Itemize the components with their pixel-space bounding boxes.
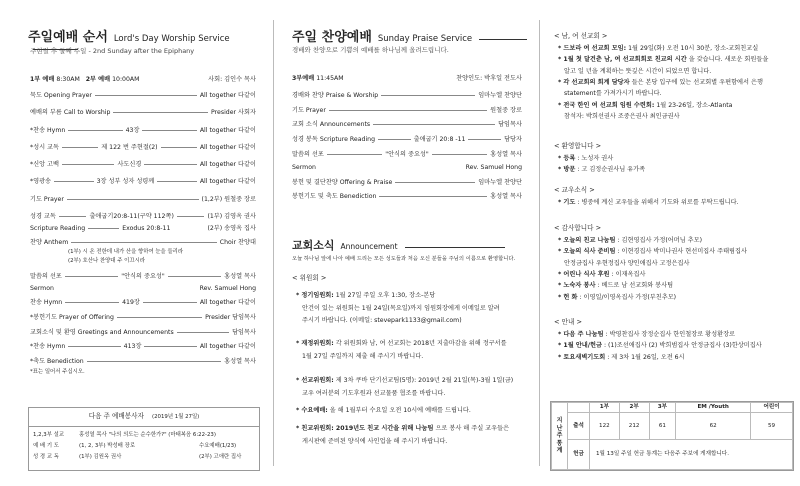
news-line-text: : (1)조선애집사 (2) 박희범집사 안정금집사 (3)한상미집사 (603, 342, 762, 350)
item-leader (113, 109, 208, 113)
next-week-label: 1,2,3부 설교 (33, 431, 65, 438)
item-leader (117, 314, 202, 318)
item-leader (468, 136, 501, 140)
worship-order-item (30, 358, 256, 366)
praise-order-item (292, 151, 522, 159)
item-detail: 3장 성부 성자 성령께 (96, 178, 155, 185)
news-line-heading: * 다음 주 나눔팀 (558, 331, 604, 338)
announcement-item (296, 423, 509, 448)
news-line-heading: * 어린나 식사 후원 (558, 270, 610, 278)
item-leader-name: Choir 찬양대 (219, 239, 256, 246)
item-leader (71, 239, 217, 243)
worship-order-item (30, 314, 256, 322)
item-leader (62, 161, 114, 165)
item-leader (432, 151, 487, 155)
item-leader-name: Rev. Samuel Hong (465, 164, 522, 171)
worship-order-item (30, 225, 256, 233)
news-line (558, 90, 662, 98)
announcement-heading: * 재정위원회: (296, 340, 334, 347)
news-line-heading: * 드보라 여 선교회 모임: (558, 45, 627, 52)
item-leader-name: Rev. Samuel Hong (199, 285, 256, 292)
announcement-first-line (296, 405, 471, 418)
stats-header-cell: EM /Youth (676, 403, 751, 413)
news-line-text: : 노성자 권사 (577, 155, 614, 162)
item-leader-name: (1,2부) 원철중 장로 (201, 196, 256, 203)
news-line-heading: * 방문 (558, 166, 576, 174)
next-week-servers-box: 다음 주 예배봉사자 (2019년 1월 27일) 1,2,3부 설교 홍성열 목사 "나의 의도는 순수한가?" (마태복음 6:22-23) 예 배 기 도 (1, 2, 3부) 박성배 장로 수요예배(1/23) 성 경 교 독 (1부) 김원옥 권사 (2부) 고애란 집사 (28, 407, 260, 471)
announcement-item (296, 405, 471, 418)
item-leader-name: 홍성열 목사 (490, 151, 522, 158)
announcement-item (296, 338, 507, 363)
item-leader-name: 임마누엘 찬양단 (478, 92, 522, 99)
item-label: Sermon (292, 164, 316, 171)
announcement-line: 1월 27일 주일까지 제출 해 주시기 바랍니다. (302, 352, 424, 360)
item-leader-name: 임마누엘 찬양단 (478, 179, 522, 186)
announcement-text: 각 위원회와 남, 여 선교회는 2018년 지출마감을 위해 정구서를 (335, 340, 507, 347)
offering-text: 1월 13일 주일 헌금 통계는 다음주 주보에 게재합니다. (590, 440, 793, 470)
news-line-heading: * 등록 (558, 155, 576, 162)
announcement-line: 게시판에 준비된 양식에 사인업을 해 주시기 바랍니다. (302, 437, 448, 445)
news-line-text: : 병중에 계신 교우들을 위해서 기도와 위로를 부탁드립니다. (577, 199, 739, 206)
next-week-value: 홍성열 목사 "나의 의도는 순수한가?" (마태복음 6:22-23) (79, 431, 216, 438)
worship-order-item (30, 92, 256, 100)
item-detail: 43장 (125, 127, 140, 134)
item-label: Scripture Reading (30, 225, 86, 232)
stats-header-cell (568, 403, 590, 413)
item-label: (2부) 호산나 찬양대 주 이끄시라 (68, 258, 145, 264)
worship-order-item (30, 178, 256, 186)
news-line (558, 354, 685, 362)
news-line-heading: * 각 선교회의 회계 담당자 (558, 78, 630, 86)
worship-order-item (30, 144, 256, 152)
item-label: *봉헌기도 Prayer of Offering (30, 314, 114, 321)
item-label: 찬양 Anthem (30, 239, 69, 246)
worship-order-item (30, 299, 256, 307)
praise-order-item (292, 107, 522, 115)
news-column (538, 0, 800, 486)
item-label: 말씀의 선포 (30, 273, 62, 280)
item-detail: 출애굽기 20:8 -11 (413, 136, 466, 143)
item-leader (168, 273, 221, 277)
announcement-first-line (296, 338, 507, 351)
news-line-heading: * 전국 한인 여 선교회 임원 수련회: (558, 101, 655, 109)
item-label: 기도 Prayer (30, 196, 64, 203)
announcement-line: 교우 여러분의 기도후원과 선교물품 협조를 바랍니다. (302, 389, 446, 397)
news-line-text: 안정금집사 우현정집사 양인애집사 고정은집사 (564, 259, 690, 267)
item-leader (319, 164, 463, 168)
worship-order-item (30, 273, 256, 281)
stats-side-label (552, 403, 568, 470)
item-leader-name: All together 다같이 (199, 127, 257, 134)
attendance-value: 212 (619, 413, 649, 440)
worship-subtitle: 주현절 후 둘째 주일 - 2nd Sunday after the Epiphany (30, 47, 195, 55)
praise-order-item (292, 121, 522, 129)
item-leader (144, 343, 196, 347)
item-leader (157, 178, 197, 182)
item-label: *찬송 Hymn (30, 127, 66, 134)
news-line (558, 102, 732, 110)
news-line-heading: * 토요새벽기도회 (558, 353, 606, 361)
item-leader-name: All together 다같이 (199, 299, 257, 306)
next-week-row (33, 441, 255, 452)
item-leader (68, 127, 122, 131)
item-label: *축도 Benediction (30, 358, 84, 365)
item-leader-name: 담임목사 (498, 121, 522, 128)
item-detail: 출애굽기20:8-11(구약 112쪽) (89, 213, 174, 220)
news-line (558, 271, 645, 279)
item-label: 찬송 Hymn (30, 299, 63, 306)
announcement-intro: 오늘 하나님 앞에 나아 예배 드리는 모든 성도들과 처음 오신 분들을 주님의 이름으로 환영합니다. (292, 256, 516, 262)
announcement-heading: * 친교위원회: 2019년도 친교 시간을 위해 나눔팀 (296, 425, 434, 432)
item-label: 묵도 Opening Prayer (30, 92, 92, 99)
item-detail: 사도신경 (117, 161, 142, 168)
item-leader (87, 358, 221, 362)
news-line-heading: * 1월 안내/헌금 (558, 342, 602, 350)
worship-order-item (30, 329, 256, 337)
item-detail: "안식의 중요성" (121, 273, 165, 280)
item-leader (143, 299, 197, 303)
item-leader-name: All together 다같이 (199, 178, 256, 185)
worship-order-item (30, 127, 256, 135)
news-line-text: 1월 29일(화) 오전 10시 30분, 장소-교회친교실 (628, 45, 759, 52)
news-line (558, 260, 689, 268)
news-line-text: : 제 3차 1월 26일, 오전 6시 (607, 353, 685, 361)
announcement-first-line (296, 423, 509, 436)
next-week-extra: 수요예배(1/23) (199, 442, 237, 449)
worship-order-item (30, 161, 256, 169)
weekly-stats-table (551, 402, 793, 470)
news-line-text: 참석자: 박희선권사 조중은권사 최인금권사 (564, 112, 680, 120)
next-week-header: 다음 주 예배봉사자 (88, 412, 144, 420)
worship-order-item (68, 258, 256, 266)
weekly-stats-box (550, 401, 794, 471)
news-line (558, 79, 763, 87)
standing-footnote: *표는 일어서 주십시오. (30, 369, 85, 375)
announcement-item (296, 375, 513, 400)
next-week-value: (1부) 김원옥 권사 (79, 453, 122, 460)
announcement-text: 1월 27일 주일 오후 1:30, 장소-본당 (335, 292, 436, 299)
praise-order-item (292, 179, 522, 187)
item-leader-name: All together 다같이 (199, 161, 256, 168)
news-section-header: < 감사합니다 > (554, 224, 602, 232)
item-leader (88, 225, 119, 229)
item-leader-name: All together 다같이 (199, 343, 257, 350)
news-line-heading: * 헌 화 (558, 293, 578, 301)
stats-side-char: 계 (556, 447, 563, 455)
news-line-heading: * 노숙자 봉사 (558, 282, 596, 290)
item-label: Sermon (30, 285, 54, 292)
next-week-row (33, 452, 255, 463)
item-leader (68, 343, 120, 347)
item-leader-name: 담당자 (504, 136, 523, 143)
news-line (558, 342, 762, 350)
news-line (558, 166, 645, 174)
stats-header-cell: 3부 (649, 403, 676, 413)
news-line (558, 331, 735, 339)
item-label: *신앙 고백 (30, 161, 59, 168)
item-leader (395, 179, 475, 183)
item-leader-name: 원철중 장로 (490, 107, 522, 114)
item-label: 교회소식 및 환영 Greetings and Announcements (30, 329, 174, 336)
news-line-text: : 고 김정순권사님 유가족 (577, 166, 646, 174)
news-line-text: : 이현경집사 박미나권사 현선미집사 주태림집사 (617, 248, 747, 256)
attendance-value: 59 (751, 413, 793, 440)
praise-title: 주일 찬양예배 Sunday Praise Service (292, 30, 527, 46)
stats-side-char: 주 (556, 432, 563, 440)
stats-header-cell: 어린이 (751, 403, 793, 413)
announcement-heading: * 선교위원회: (296, 377, 334, 384)
item-leader (173, 225, 204, 229)
worship-order-item (30, 196, 256, 204)
announcement-title: 교회소식 Announcement (292, 239, 505, 253)
news-line-text: 들은 본당 입구에 있는 선교회별 우편함에서 은행 (631, 78, 763, 86)
item-label: 교회 소식 Announcements (292, 121, 371, 128)
item-detail: "안식의 중요성" (385, 151, 429, 158)
news-line-heading: * 기도 (558, 199, 576, 206)
item-detail: Exodus 20:8-11 (122, 225, 171, 232)
item-leader-name: (2부) 송영옥 집사 (207, 225, 257, 232)
news-section-header: < 환영합니다 > (554, 142, 602, 150)
next-week-value: (1, 2, 3부) 박성배 장로 (79, 442, 136, 449)
offering-label: 헌금 (568, 440, 590, 470)
worship-order-item (30, 343, 256, 351)
item-leader (177, 213, 205, 217)
item-leader (161, 144, 197, 148)
item-leader (373, 121, 495, 125)
announcement-text: 올 해 1월부터 수요일 오전 10시에 예배를 드립니다. (329, 407, 471, 414)
stats-header-cell: 1부 (590, 403, 620, 413)
attendance-value: 62 (676, 413, 751, 440)
news-line-text: : 이영일/이영옥집사 가정(부친추모) (579, 293, 677, 301)
worship-order-column (0, 0, 272, 486)
worship-title: 주일예배 순서 Lord's Day Worship Service (28, 30, 272, 54)
item-label: 봉헌 및 결단찬양 Offering & Praise (292, 179, 393, 186)
praise-order-item (292, 92, 522, 100)
news-line-text: : 베드로 남 선교회와 봉사팀 (597, 282, 674, 290)
news-line-heading: * 1월 첫 달건춘 남, 여 선교회회로 친교의 시간 (558, 56, 687, 64)
next-week-rows (29, 427, 259, 466)
item-leader (95, 92, 197, 96)
news-line (558, 282, 673, 290)
news-line-heading: * 오늘의 친교 나눔팀 (558, 237, 616, 244)
news-line (558, 237, 702, 245)
news-line (558, 248, 747, 256)
stats-header-cell: 2부 (619, 403, 649, 413)
item-leader-name: 홍성열 목사 (490, 193, 522, 200)
announcement-first-line (296, 375, 513, 388)
item-leader (57, 285, 197, 289)
item-leader (379, 193, 487, 197)
news-line-text: 을 갖습니다. 새로운 회원들을 (688, 56, 769, 64)
praise-column (272, 0, 538, 486)
item-leader (142, 127, 196, 131)
announcement-text: 제 3차 쿠바 단기선교팀(5명): 2019년 2월 21일(목)-3월 1일(금) (335, 377, 514, 384)
item-leader (327, 151, 382, 155)
item-leader-name: All together 다같이 (199, 92, 256, 99)
item-label: 예배의 부름 Call to Worship (30, 109, 111, 116)
announcement-text: 으로 봉사 해 주실 교우들은 (435, 425, 510, 432)
item-leader (62, 144, 98, 148)
news-line (558, 113, 680, 121)
item-leader-name: 홍성열 목사 (224, 358, 256, 365)
news-line (558, 45, 758, 53)
news-line (558, 68, 711, 76)
next-week-label: 예 배 기 도 (33, 442, 59, 449)
worship-order-item (30, 239, 256, 247)
news-line-heading: * 오늘의 식사 준비팀 (558, 248, 616, 256)
news-section-header: < 안내 > (554, 318, 582, 326)
item-leader (177, 329, 229, 333)
praise-subtitle: 경배와 찬양으로 기쁨의 예배를 하나님께 올려드립니다. (292, 46, 449, 54)
worship-order-item (68, 249, 256, 257)
item-detail: 419장 (122, 299, 140, 306)
item-label: 성경 교독 (30, 213, 56, 220)
next-week-row (33, 430, 255, 441)
item-leader (59, 213, 87, 217)
news-line-text: : 김현영집사 가정(어머님 추모) (617, 237, 703, 244)
item-leader (65, 273, 118, 277)
announcement-first-line (296, 290, 500, 303)
next-week-extra: (2부) 고애란 집사 (199, 453, 242, 460)
worship-order-item (30, 285, 256, 293)
item-detail: 제 122 번 주현절(2) (101, 144, 158, 151)
attendance-value: 61 (649, 413, 676, 440)
item-leader-name: 홍성열 목사 (224, 273, 256, 280)
next-week-label: 성 경 교 독 (33, 453, 59, 460)
item-label: 경배와 찬양 Praise & Worship (292, 92, 379, 99)
praise-order-item (292, 136, 522, 144)
announcement-heading: * 정기임원회: (296, 292, 334, 299)
item-leader-name: All together 다같이 (199, 144, 257, 151)
news-line-text: : 이재옥집사 (611, 270, 646, 278)
item-label: 말씀의 선포 (292, 151, 324, 158)
announcement-heading: * 수요예배: (296, 407, 328, 414)
item-leader-name: Presider 사회자 (211, 109, 256, 116)
praise-order-item (292, 164, 522, 172)
attendance-label: 출석 (568, 413, 590, 440)
stats-side-char: 지 (556, 417, 563, 425)
item-leader-name: Presider 담임목사 (205, 314, 256, 321)
news-section-header: < 교우소식 > (554, 186, 595, 194)
announcement-item (296, 290, 500, 328)
news-line-text: 1월 23-26일, 장소-Atlanta (656, 101, 733, 109)
item-label: 봉헌기도 및 축도 Benediction (292, 193, 377, 200)
stats-side-char: 난 (556, 424, 563, 432)
praise-order-item (292, 193, 522, 201)
news-line (558, 199, 739, 207)
item-leader (65, 299, 119, 303)
item-label: (1부) 시 온 전한데 내가 산을 향하여 눈을 들리라 (68, 249, 184, 255)
item-leader (144, 161, 196, 165)
attendance-value: 122 (590, 413, 620, 440)
praise-time: 3부예배 11:45AM 찬양인도: 박후일 전도사 (292, 75, 522, 82)
item-leader (67, 196, 199, 200)
committee-header: < 위원회 > (292, 274, 327, 282)
item-leader (54, 178, 94, 182)
news-line-text: 알고 일 년을 계획하는 뜻깊은 시간이 되었으면 합니다. (564, 67, 712, 75)
news-line-text: : 박영찬집사 장정순집사 한인철장로 황성환장로 (605, 331, 736, 338)
worship-order-item (30, 109, 256, 117)
worship-order-item (30, 213, 256, 221)
news-line (558, 155, 613, 163)
item-label: 기도 Prayer (292, 107, 326, 114)
item-leader-name: (1부) 김영옥 권사 (207, 213, 256, 220)
news-line-text: statement를 가져가시기 바랍니다. (564, 90, 662, 98)
service-times: 1부 예배 8:30AM 2부 예배 10:00AM 사회: 김인수 목사 (30, 76, 256, 83)
item-leader (329, 107, 487, 111)
item-label: *성시 교독 (30, 144, 59, 151)
item-detail: 413장 (123, 343, 142, 350)
news-line (558, 294, 676, 302)
news-section-header: < 남, 여 선교회 > (554, 32, 608, 40)
item-label: *영광송 (30, 178, 52, 185)
news-line (558, 56, 768, 64)
announcement-line: 안건이 있는 위원회는 1월 24일(목요일)까지 임원회장에게 이메일로 알려 (302, 304, 500, 312)
item-leader (378, 136, 411, 140)
item-label: *찬송 Hymn (30, 343, 66, 350)
stats-side-char: 통 (556, 439, 563, 447)
announcement-line: 주시기 바랍니다. (이메일: stevepark1133@gmail.com) (302, 317, 462, 324)
item-leader-name: 담임목사 (232, 329, 256, 336)
item-leader (381, 92, 475, 96)
item-label: 성경 봉독 Scripture Reading (292, 136, 376, 143)
